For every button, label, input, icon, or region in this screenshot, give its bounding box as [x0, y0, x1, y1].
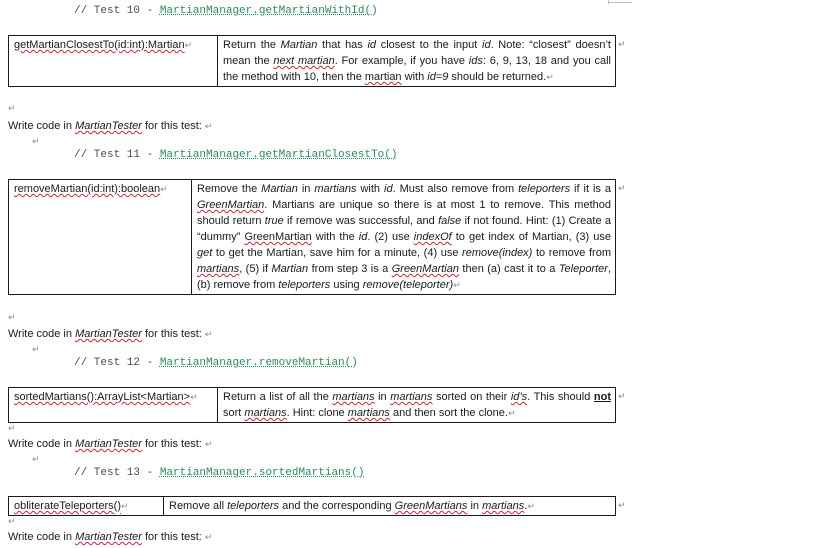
test-comment-text: // Test 12 -	[74, 357, 160, 369]
method-signature: removeMartian(id:int):boolean	[14, 183, 161, 195]
write-code-line-4: Write code in MartianTester for this test: ↵	[8, 531, 213, 543]
row-end-mark: ↵	[618, 39, 626, 49]
test-comment-text: // Test 11 -	[74, 149, 160, 161]
write-code-line-2: Write code in MartianTester for this test: ↵	[8, 328, 213, 340]
method-signature-cell	[9, 180, 192, 295]
empty-paragraph-mark: ↵	[32, 136, 40, 146]
end-mark: ↵	[184, 40, 193, 50]
method-signature-cell	[9, 36, 218, 87]
empty-paragraph-mark: ↵	[32, 344, 40, 354]
end-mark: ↵	[121, 501, 129, 511]
row-end-mark: ↵	[618, 500, 626, 510]
method-signature-cell	[9, 497, 164, 516]
write-code-line-1: Write code in MartianTester for this test: ↵	[8, 120, 213, 132]
method-description-cell: Return the Martian that has id closest to the input id. Note: “closest” doesn’t mean the next martian. For example, if you have ids: 6, 9, 13, 18 and you call the method with 10, then the martian with id=9 should be returned.↵	[218, 36, 616, 87]
method-signature: sortedMartians():ArrayList<Martian>	[14, 391, 191, 403]
empty-paragraph-mark: ↵	[8, 103, 16, 113]
test-12-comment	[74, 357, 358, 369]
empty-paragraph-mark: ↵	[8, 423, 16, 433]
test-call-link[interactable]: MartianManager.removeMartian()	[159, 357, 358, 369]
row-end-mark: ↵	[618, 183, 626, 193]
method-description-cell: Return a list of all the martians in martians sorted on their id’s. This should not sort martians. Hint: clone martians and then sort the clone.↵	[218, 388, 616, 423]
test-call-link[interactable]: MartianManager.getMartianWithId()	[159, 5, 378, 17]
page-corner-line	[608, 2, 632, 4]
method-table-sortedMartians	[8, 387, 616, 423]
empty-paragraph-mark: ↵	[32, 454, 40, 464]
method-signature-cell	[9, 388, 218, 423]
empty-paragraph-mark: ↵	[8, 516, 16, 526]
end-mark: ↵	[160, 184, 168, 194]
empty-paragraph-mark: ↵	[8, 312, 16, 322]
test-comment-text: // Test 13 -	[74, 467, 160, 479]
method-table-obliterateTeleporters	[8, 496, 616, 516]
method-table-getMartianClosestTo	[8, 35, 616, 87]
method-signature: getMartianClosestTo(id:int):Martian	[14, 39, 185, 51]
test-13-comment	[74, 467, 364, 479]
row-end-mark: ↵	[618, 391, 626, 401]
write-code-line-3: Write code in MartianTester for this test: ↵	[8, 438, 213, 450]
method-signature: obliterateTeleporters()	[14, 500, 121, 512]
test-call-link[interactable]: MartianManager.sortedMartians()	[159, 467, 365, 479]
method-table-removeMartian	[8, 179, 616, 295]
test-call-link[interactable]: MartianManager.getMartianClosestTo()	[159, 149, 398, 161]
end-mark: ↵	[190, 392, 198, 402]
test-comment-text: // Test 10 -	[74, 5, 160, 17]
method-description-cell: Remove the Martian in martians with id. Must also remove from teleporters if it is a GreenMartian. Martians are unique so there is at most 1 to remove. This method should return true if remove was successful, and false if not found. Hint: (1) Create a “dummy” GreenMartian with the id. (2) use indexOf to get index of Martian, (3) use get to get the Martian, save him for a minute, (4) use remove(index) to remove from martians, (5) if Martian from step 3 is a GreenMartian then (a) cast it to a Teleporter, (b) remove from teleporters using remove(teleporter)↵	[192, 180, 616, 295]
page-corner-bar	[608, 0, 610, 4]
test-11-comment	[74, 149, 397, 161]
test-10-comment	[74, 5, 378, 17]
method-description-cell: Remove all teleporters and the corresponding GreenMartians in martians.↵	[164, 497, 616, 516]
